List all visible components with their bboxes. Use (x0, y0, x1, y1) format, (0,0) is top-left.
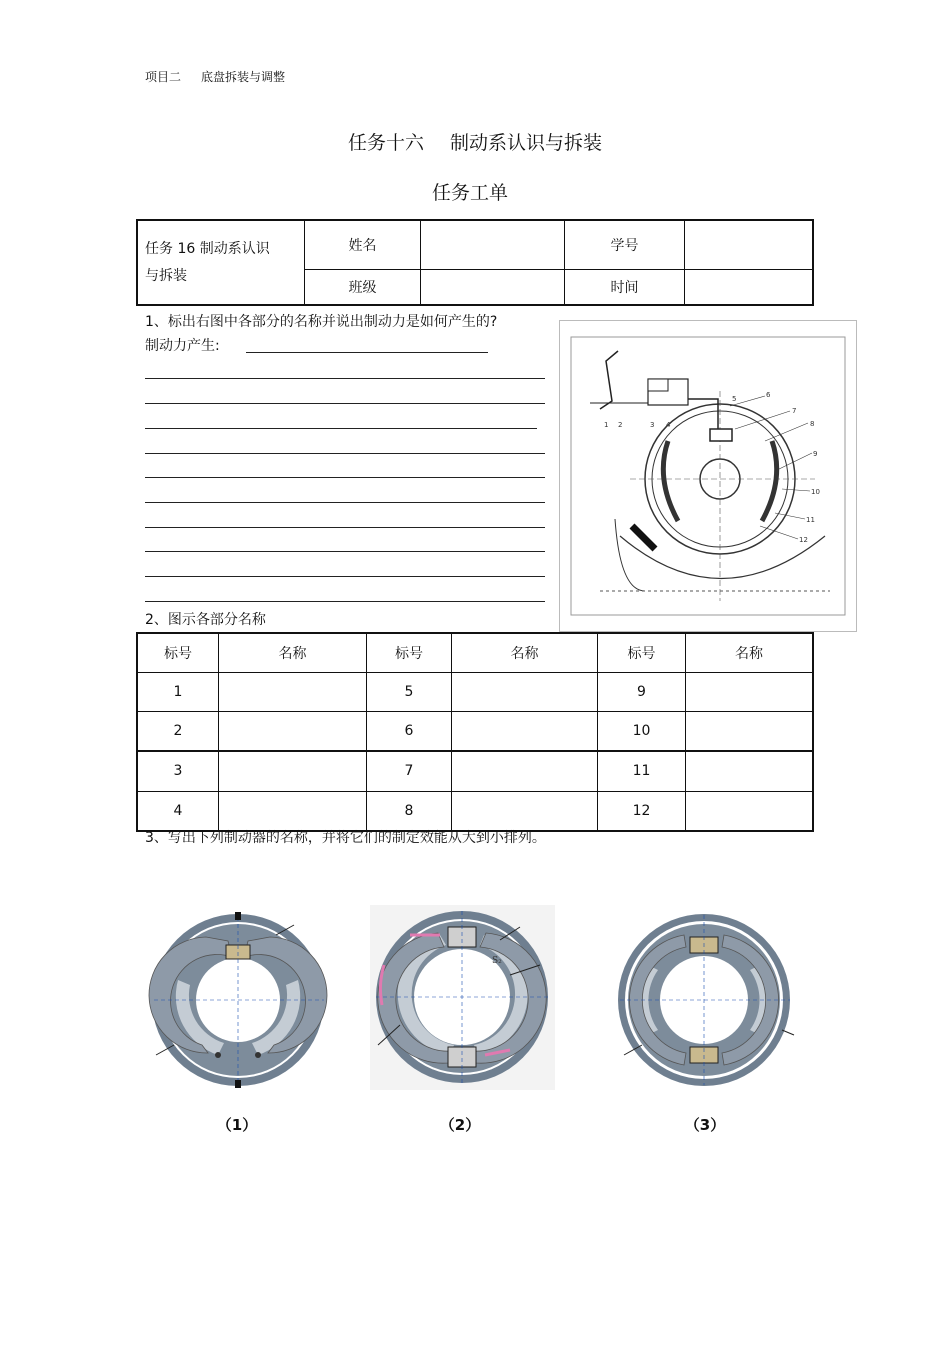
parts-table (136, 632, 814, 832)
diagram-label: 6 (766, 391, 771, 399)
part-name-field[interactable] (686, 751, 814, 791)
id-label: 学号 (565, 220, 685, 269)
col-num-header: 标号 (137, 633, 219, 673)
brake-caption-3: （3） (684, 1116, 726, 1134)
part-number: 10 (598, 712, 686, 752)
brake-caption-1: （1） (216, 1116, 258, 1134)
part-name-field[interactable] (452, 751, 598, 791)
part-name-field[interactable] (219, 791, 367, 831)
diagram-label: 10 (811, 488, 820, 496)
task-cell-line1: 任务 16 制动系认识 (145, 240, 270, 257)
part-name-field[interactable] (452, 673, 598, 712)
part-number: 7 (367, 751, 452, 791)
col-num-header: 标号 (598, 633, 686, 673)
title-task: 任务十六 (347, 132, 424, 154)
part-number: 1 (137, 673, 219, 712)
part-number: 2 (137, 712, 219, 752)
brake-system-svg (560, 321, 856, 631)
diagram-label: 7 (792, 407, 797, 415)
answer-line[interactable] (145, 403, 545, 404)
diagram-label: 11 (806, 516, 815, 524)
id-field[interactable] (685, 220, 814, 269)
col-name-header: 名称 (219, 633, 367, 673)
name-label: 姓名 (305, 220, 421, 269)
title-name: 制动系认识与拆装 (450, 132, 603, 154)
brake-caption-2: （2） (439, 1116, 481, 1134)
col-num-header: 标号 (367, 633, 452, 673)
part-number: 11 (598, 751, 686, 791)
diagram-label: 1 (604, 421, 609, 429)
answer-line[interactable] (145, 428, 537, 429)
header-section: 底盘拆装与调整 (201, 70, 286, 84)
brake-system-diagram (559, 320, 857, 632)
brake-image-3 (612, 905, 797, 1090)
class-field[interactable] (421, 269, 565, 305)
answer-line[interactable] (145, 477, 545, 478)
table-row (137, 751, 813, 791)
page-title (0, 128, 950, 155)
part-name-field[interactable] (219, 751, 367, 791)
diagram-label: 5 (732, 395, 737, 403)
part-number: 6 (367, 712, 452, 752)
answer-line[interactable] (145, 576, 545, 577)
part-number: 3 (137, 751, 219, 791)
answer-line[interactable] (145, 378, 545, 379)
part-number: 8 (367, 791, 452, 831)
force-answer-line[interactable] (246, 352, 488, 353)
brake-image-1 (146, 905, 331, 1090)
class-label: 班级 (305, 269, 421, 305)
header-project: 项目二 (145, 70, 182, 84)
part-number: 5 (367, 673, 452, 712)
answer-line[interactable] (145, 601, 545, 602)
part-name-field[interactable] (686, 712, 814, 752)
question-2: 2、图示各部分名称 (145, 612, 266, 628)
part-name-field[interactable] (452, 712, 598, 752)
part-number: 4 (137, 791, 219, 831)
table-row (137, 712, 813, 752)
answer-line[interactable] (145, 453, 545, 454)
answer-line[interactable] (145, 527, 545, 528)
part-number: 9 (598, 673, 686, 712)
page-header (145, 68, 285, 85)
task-cell (137, 220, 305, 305)
diagram-label: 4 (666, 421, 671, 429)
force-label: 制动力产生: (145, 338, 220, 354)
col-name-header: 名称 (686, 633, 814, 673)
answer-line[interactable] (145, 502, 545, 503)
diagram-label: 9 (813, 450, 818, 458)
time-label: 时间 (565, 269, 685, 305)
part-number: 12 (598, 791, 686, 831)
table-row (137, 791, 813, 831)
col-name-header: 名称 (452, 633, 598, 673)
diagram-label: 12 (799, 536, 808, 544)
part-name-field[interactable] (219, 673, 367, 712)
answer-line[interactable] (145, 551, 545, 552)
part-name-field[interactable] (686, 673, 814, 712)
diagram-label: 8 (810, 420, 815, 428)
info-table (136, 219, 814, 306)
task-cell-line2: 与拆装 (145, 267, 187, 284)
part-name-field[interactable] (219, 712, 367, 752)
table-row (137, 673, 813, 712)
part-name-field[interactable] (452, 791, 598, 831)
brake-image-2 (370, 905, 555, 1090)
name-field[interactable] (421, 220, 565, 269)
brake-label-s2: S₂ (492, 956, 502, 966)
page-subtitle: 任务工单 (431, 182, 508, 204)
diagram-label: 2 (618, 421, 623, 429)
question-3: 3、写出下列制动器的名称，并将它们的制定效能从大到小排列。 (145, 830, 546, 846)
part-name-field[interactable] (686, 791, 814, 831)
question-1: 1、标出右图中各部分的名称并说出制动力是如何产生的? (145, 314, 498, 330)
diagram-label: 3 (650, 421, 655, 429)
time-field[interactable] (685, 269, 814, 305)
